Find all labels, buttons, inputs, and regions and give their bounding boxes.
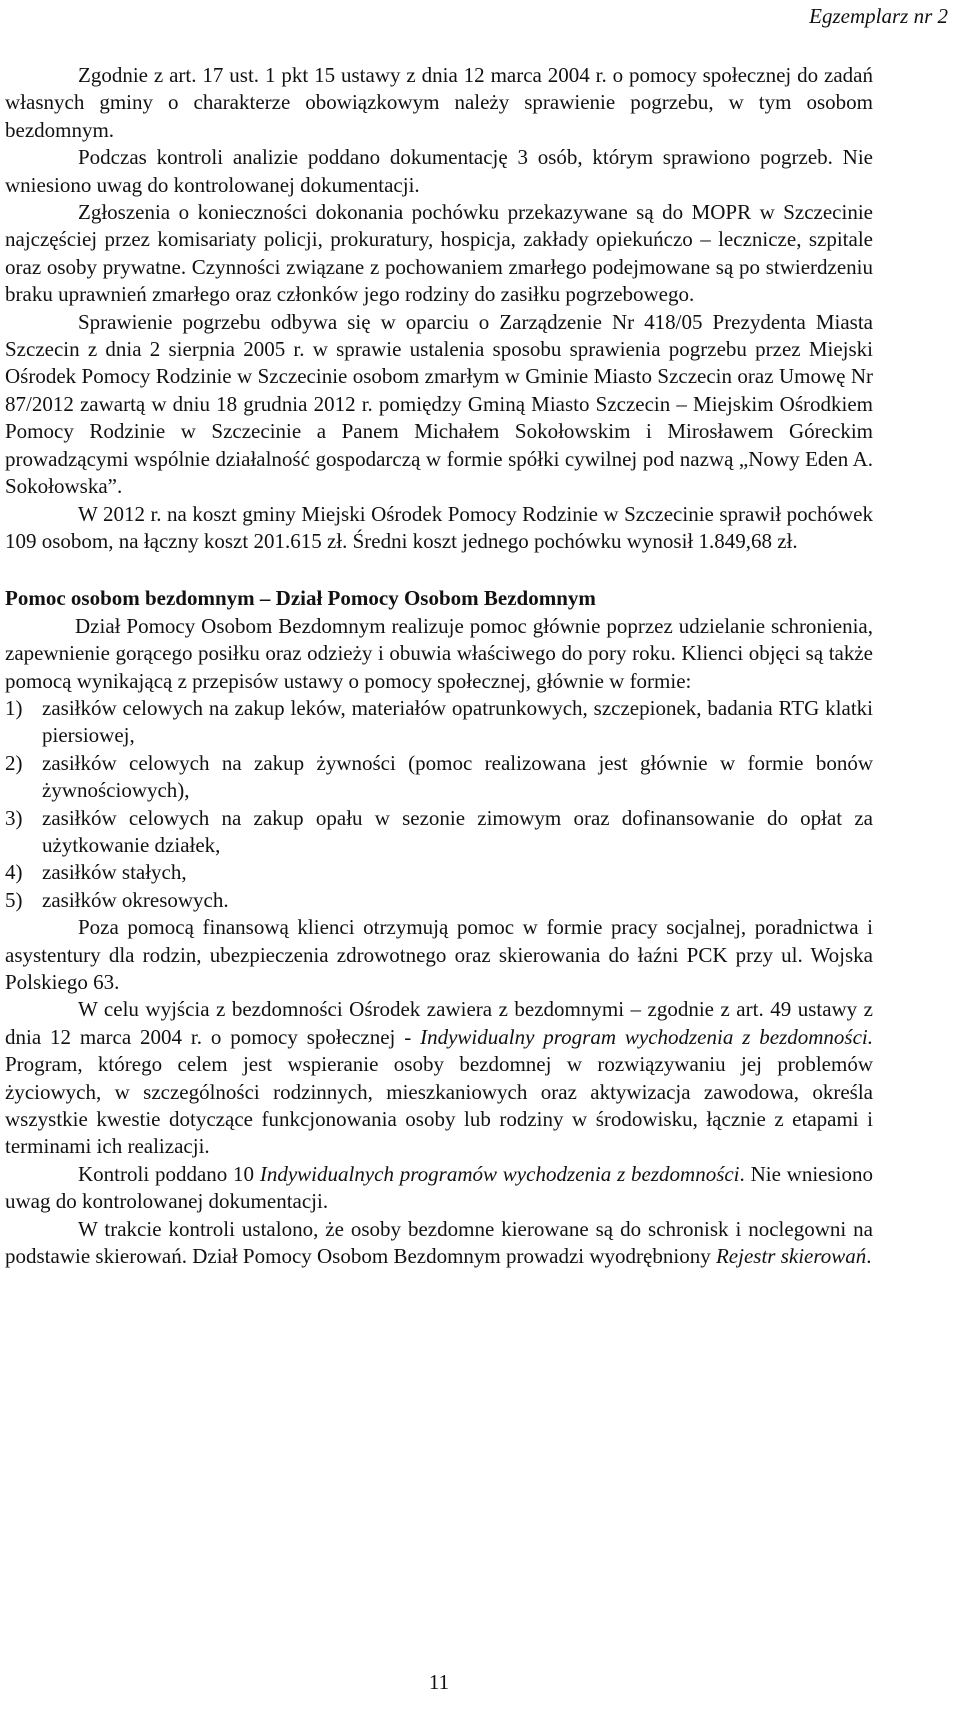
paragraph-regulation: Sprawienie pogrzebu odbywa się w oparciu o Zarządzenie Nr 418/05 Prezydenta Miasta Szczecin z dnia 2 sierpnia 2005 r. w sprawie ustalenia sposobu sprawienia pogrzebu przez Miejski Ośrodek Pomocy Rodzinie w Szczecinie osobom zmarłym w Gminie Miasto Szczecin oraz Umowę Nr 87/2012 zawartą w dniu 18 grudnia 2012 r. pomiędzy Gminą Miasto Szczecin – Miejskim Ośrodkiem Pomocy Rodzinie w Szczecinie a Panem Michałem Sokołowskim i Mirosławem Góreckim prowadzącymi wspólnie działalność gospodarczą w formie spółki cywilnej pod nazwą „Nowy Eden A. Sokołowska”. <box>5 309 873 499</box>
paragraph-homeless-intro: Dział Pomocy Osobom Bezdomnym realizuje pomoc głównie poprzez udzielanie schronienia, zapewnienie gorącego posiłku oraz odzieży i obuwia właściwego do pory roku. Klienci objęci są także pomocą wynikającą z przepisów ustawy o pomocy społecznej, głównie w formie: <box>5 613 873 693</box>
list-item-number: 5) <box>5 887 23 912</box>
text-run: Program, którego celem jest wspieranie osoby bezdomnej w rozwiązywaniu jej problemów życiowych, w szczególności rodzinnych, mieszkaniowych oraz aktywizacja zawodowa, określa wszystkie kwestie dotyczące funkcjonowania osoby lub rodziny w środowisku, łącznie z etapami i terminami ich realizacji. <box>5 1052 873 1159</box>
list-item <box>5 805 873 860</box>
list-item <box>5 887 873 914</box>
paragraph-additional-help: Poza pomocą finansową klienci otrzymują pomoc w formie pracy socjalnej, poradnictwa i asystentury dla rodzin, ubezpieczenia zdrowotnego oraz skierowania do łaźni PCK przy ul. Wojska Polskiego 63. <box>5 915 873 994</box>
paragraph-burial-costs: W 2012 r. na koszt gminy Miejski Ośrodek Pomocy Rodzinie w Szczecinie sprawił pochówek 109 osobom, na łączny koszt 201.615 zł. Średni koszt jednego pochówku wynosił 1.849,68 zł. <box>5 501 873 553</box>
list-item-text: zasiłków celowych na zakup opału w sezonie zimowym oraz dofinansowanie do opłat za użytkowanie działek, <box>42 805 873 857</box>
programs-name-italic: Indywidualnych programów wychodzenia z bezdomności <box>259 1161 740 1186</box>
paragraph-individual-program <box>5 996 873 1160</box>
text-run: W celu wyjścia z bezdomności Ośrodek zawiera z bezdomnymi – zgodnie z art. 49 ustawy z dnia 12 marca 2004 r. o pomocy społecznej - <box>5 997 873 1049</box>
register-name-italic: Rejestr skierowań <box>715 1244 867 1269</box>
section-spacer <box>5 555 873 585</box>
paragraph-burial-reports: Zgłoszenia o konieczności dokonania pochówku przekazywane są do MOPR w Szczecinie najczęściej przez komisariaty policji, prokuratury, hospicja, zakłady opiekuńczo – lecznicze, szpitale oraz osoby prywatne. Czynności związane z pochowaniem zmarłego podejmowane są po stwierdzeniu braku uprawnień zmarłego oraz członków jego rodziny do zasiłku pogrzebowego. <box>5 200 873 307</box>
text-run: Kontroli poddano 10 <box>78 1161 260 1186</box>
text-run: . Nie wniesiono uwag do kontrolowanej dokumentacji. <box>5 1161 874 1214</box>
benefits-list <box>5 695 873 914</box>
program-name-italic: Indywidualny program wychodzenia z bezdomności. <box>420 1024 873 1049</box>
paragraph-shelter-referrals <box>5 1216 873 1271</box>
list-item-number: 1) <box>5 695 23 720</box>
paragraph-legal-basis: Zgodnie z art. 17 ust. 1 pkt 15 ustawy z dnia 12 marca 2004 r. o pomocy społecznej do zadań własnych gminy o charakterze obowiązkowym należy sprawienie pogrzebu, w tym osobom bezdomnym. <box>5 63 873 142</box>
page-number: 11 <box>428 1670 450 1694</box>
paragraph-inspection-result: Podczas kontroli analizie poddano dokumentację 3 osób, którym sprawiono pogrzeb. Nie wniesiono uwag do kontrolowanej dokumentacji. <box>5 145 873 197</box>
document-body <box>5 62 873 1270</box>
list-item-text: zasiłków celowych na zakup leków, materiałów opatrunkowych, szczepionek, badania RTG klatki piersiowej, <box>42 695 873 748</box>
list-item <box>5 859 873 886</box>
paragraph-programs-inspected <box>5 1161 873 1216</box>
list-item-number: 3) <box>5 805 23 830</box>
list-item-text: zasiłków celowych na zakup żywności (pomoc realizowana jest głównie w formie bonów żywnościowych), <box>42 750 873 803</box>
text-run: W trakcie kontroli ustalono, że osoby bezdomne kierowane są do schronisk i noclegowni na podstawie skierowań. Dział Pomocy Osobom Bezdomnym prowadzi wyodrębniony <box>5 1216 873 1269</box>
list-item <box>5 750 873 805</box>
text-run: . <box>866 1244 872 1269</box>
section-heading: Pomoc osobom bezdomnym – Dział Pomocy Osobom Bezdomnym <box>5 586 596 611</box>
list-item-number: 2) <box>5 750 23 775</box>
list-item-text: zasiłków stałych, <box>42 860 187 885</box>
list-item <box>5 695 873 750</box>
list-item-number: 4) <box>5 860 23 885</box>
list-item-text: zasiłków okresowych. <box>42 887 229 912</box>
copy-number-label: Egzemplarz nr 2 <box>809 4 948 28</box>
